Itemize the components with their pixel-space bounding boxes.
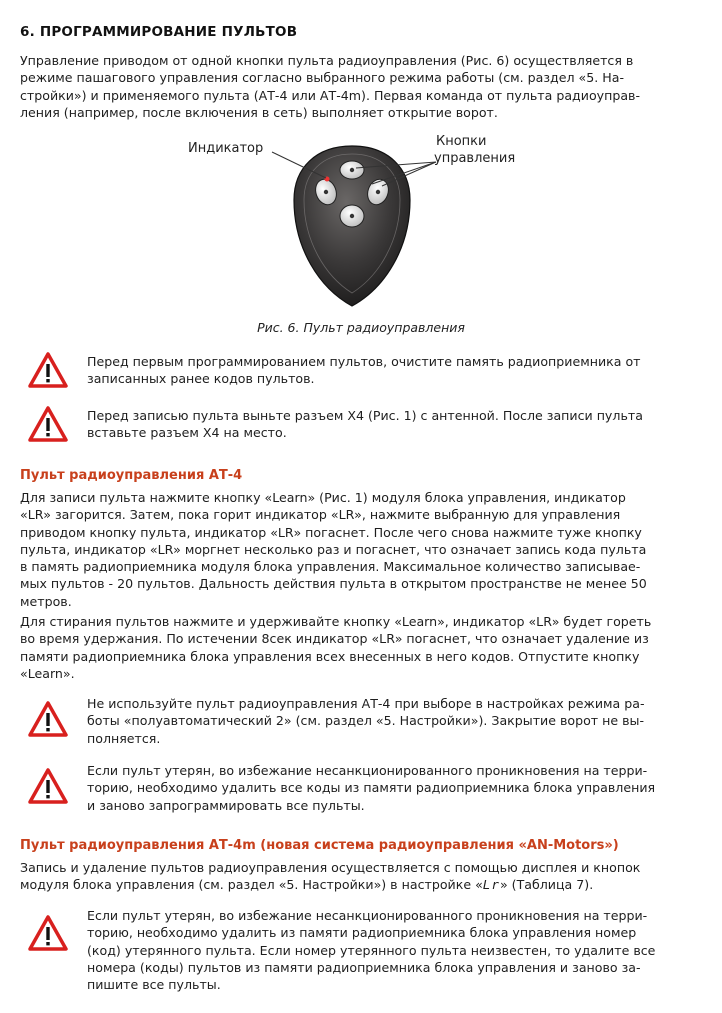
warning-text [87, 353, 699, 388]
text-line: Запись и удаление пультов радиоуправления осуществляется с помощью дисплея и кнопок [20, 860, 641, 875]
text-line: записанных ранее кодов пультов. [87, 371, 315, 387]
subsection-title-at4: Пульт радиоуправления АТ-4 [20, 468, 243, 483]
text-line: (код) утерянного пульта. Если номер утерянного пульта неизвестен, то удалите все [87, 942, 656, 958]
warning-icon [28, 352, 68, 388]
remote-illustration [0, 128, 722, 343]
warning-text [87, 762, 699, 814]
warning-block [20, 762, 702, 816]
text-fragment: модуля блока управления (см. раздел «5. Настройки») в настройке « [20, 877, 483, 893]
warning-text [87, 407, 699, 442]
text-line: стройки») и применяемого пульта (АТ-4 или АТ-4m). Первая команда от пульта радиоуправ- [20, 87, 641, 103]
text-line: «Learn». [20, 665, 75, 681]
label-buttons-line1: Кнопки [436, 134, 487, 149]
warning-block [20, 695, 702, 749]
subsection-title-at4m: Пульт радиоуправления АТ-4m (новая система радиоуправления «AN-Motors») [20, 838, 619, 853]
warning-icon [28, 768, 68, 804]
at4m-paragraph [20, 859, 702, 894]
warning-block [20, 406, 702, 446]
text-line: торию, необходимо удалить из памяти радиоприемника блока управления номер [87, 925, 637, 941]
text-fragment: » (Таблица 7). [499, 877, 594, 893]
text-line: во время удержания. По истечении 8сек индикатор «LR» погаснет, что означает удаление из [20, 631, 649, 647]
intro-paragraph [20, 52, 702, 121]
text-line: пишите все пульты. [87, 977, 221, 993]
label-buttons-line2: управления [434, 151, 516, 166]
section-title: 6. ПРОГРАММИРОВАНИЕ ПУЛЬТОВ [20, 24, 298, 40]
text-line: боты «полуавтоматический 2» (см. раздел «5. Настройки»). Закрытие ворот не вы- [87, 713, 645, 729]
text-line: метров. [20, 593, 72, 609]
text-line: Если пульт утерян, во избежание несанкционированного проникновения на терри- [87, 763, 648, 778]
text-line: вставьте разъем Х4 на место. [87, 425, 287, 441]
text-line: мых пультов - 20 пультов. Дальность действия пульта в открытом пространстве не менее 50 [20, 576, 647, 592]
text-line: Перед записью пульта выньте разъем Х4 (Рис. 1) с антенной. После записи пульта [87, 408, 643, 423]
figure-caption: Рис. 6. Пульт радиоуправления [257, 320, 465, 335]
text-line [20, 876, 702, 893]
text-line: Для записи пульта нажмите кнопку «Learn» (Рис. 1) модуля блока управления, индикатор [20, 490, 626, 505]
warning-text [87, 907, 699, 993]
label-indicator: Индикатор [188, 141, 264, 156]
text-line: номера (коды) пультов из памяти радиоприемника блока управления и заново за- [87, 959, 641, 975]
text-line: Для стирания пультов нажмите и удерживайте кнопку «Learn», индикатор «LR» будет гореть [20, 614, 652, 629]
text-line: «LR» загорится. Затем, пока горит индикатор «LR», нажмите выбранную для управления [20, 507, 621, 523]
text-line: памяти радиоприемника блока управления всех внесенных в него кодов. Отпустите кнопку [20, 648, 640, 664]
text-line: и заново запрограммировать все пульты. [87, 797, 365, 813]
text-line: Если пульт утерян, во избежание несанкционированного проникновения на терри- [87, 908, 648, 923]
text-line: Перед первым программированием пультов, очистите память радиоприемника от [87, 354, 641, 369]
text-line: ления (например, после включения в сеть) выполняет открытие ворот. [20, 104, 498, 120]
warning-block [20, 907, 702, 997]
display-code: Lr [482, 877, 500, 893]
text-line: Не используйте пульт радиоуправления АТ-4 при выборе в настройках режима ра- [87, 696, 645, 711]
text-line: торию, необходимо удалить все коды из памяти радиоприемника блока управления [87, 780, 656, 796]
text-line: приводом кнопку пульта, индикатор «LR» погаснет. После чего снова нажмите туже кнопку [20, 524, 642, 540]
warning-icon [28, 406, 68, 442]
text-line: в память радиоприемника модуля блока управления. Максимальное количество записывае- [20, 559, 641, 575]
warning-block [20, 352, 702, 392]
warning-icon [28, 915, 68, 951]
warning-text [87, 695, 699, 747]
text-line: Управление приводом от одной кнопки пульта радиоуправления (Рис. 6) осуществляется в [20, 53, 634, 68]
text-line: режиме пашагового управления согласно выбранного режима работы (см. раздел «5. На- [20, 70, 625, 86]
remote-figure [0, 128, 722, 343]
warning-icon [28, 701, 68, 737]
text-line: пульта, индикатор «LR» моргнет несколько раз и погаснет, что означает запись кода пульта [20, 541, 647, 557]
text-line: полняется. [87, 730, 161, 746]
at4-paragraph-2 [20, 613, 702, 682]
at4-paragraph-1 [20, 489, 702, 610]
